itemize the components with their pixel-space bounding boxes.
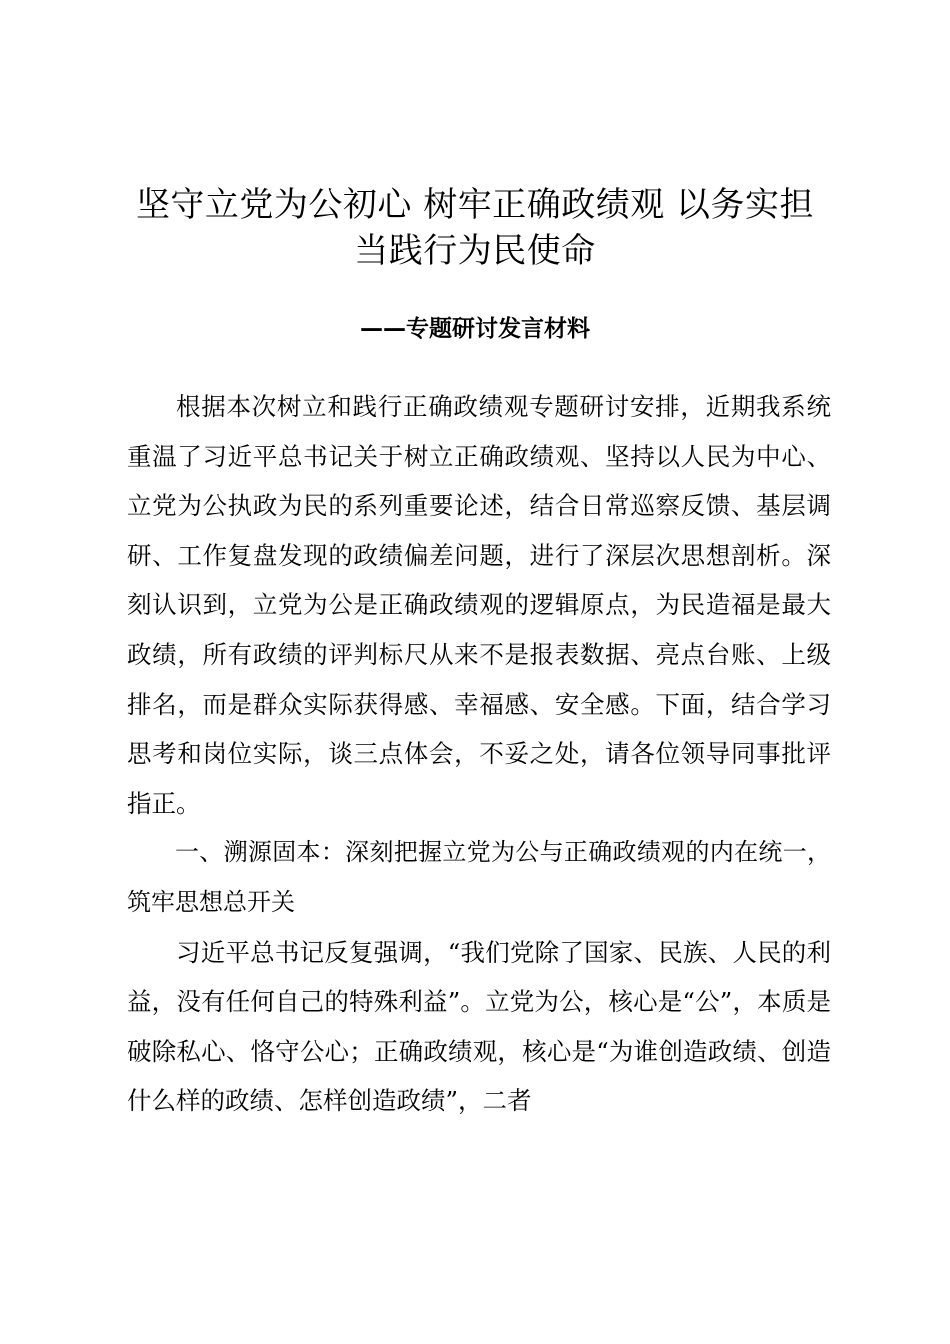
intro-paragraph: 根据本次树立和践行正确政绩观专题研讨安排，近期我系统重温了习近平总书记关于树立正确政绩观、坚持以人民为中心、立党为公执政为民的系列重要论述，结合日常巡察反馈、基层调研、工作复盘发现的政绩偏差问题，进行了深层次思想剖析。深刻认识到，立党为公是正确政绩观的逻辑原点，为民造福是最大政绩，所有政绩的评判标尺从来不是报表数据、亮点台账、上级排名，而是群众实际获得感、幸福感、安全感。下面，结合学习思考和岗位实际，谈三点体会，不妥之处，请各位领导同事批评指正。 bbox=[127, 392, 831, 818]
document-title: 坚守立党为公初心 树牢正确政绩观 以务实担当践行为民使命 bbox=[135, 185, 815, 271]
document-subtitle: ——专题研讨发言材料 bbox=[360, 316, 590, 342]
section-paragraph: 习近平总书记反复强调，“我们党除了国家、民族、人民的利益，没有任何自己的特殊利益”。立党为公，核心是“公”，本质是破除私心、恪守公心；正确政绩观，核心是“为谁创造政绩、创造什么样的政绩、怎样创造政绩”，二者 bbox=[127, 937, 831, 1116]
section-heading: 一、溯源固本：深刻把握立党为公与正确政绩观的内在统一，筑牢思想总开关 bbox=[127, 838, 831, 916]
document-body bbox=[127, 382, 831, 1126]
